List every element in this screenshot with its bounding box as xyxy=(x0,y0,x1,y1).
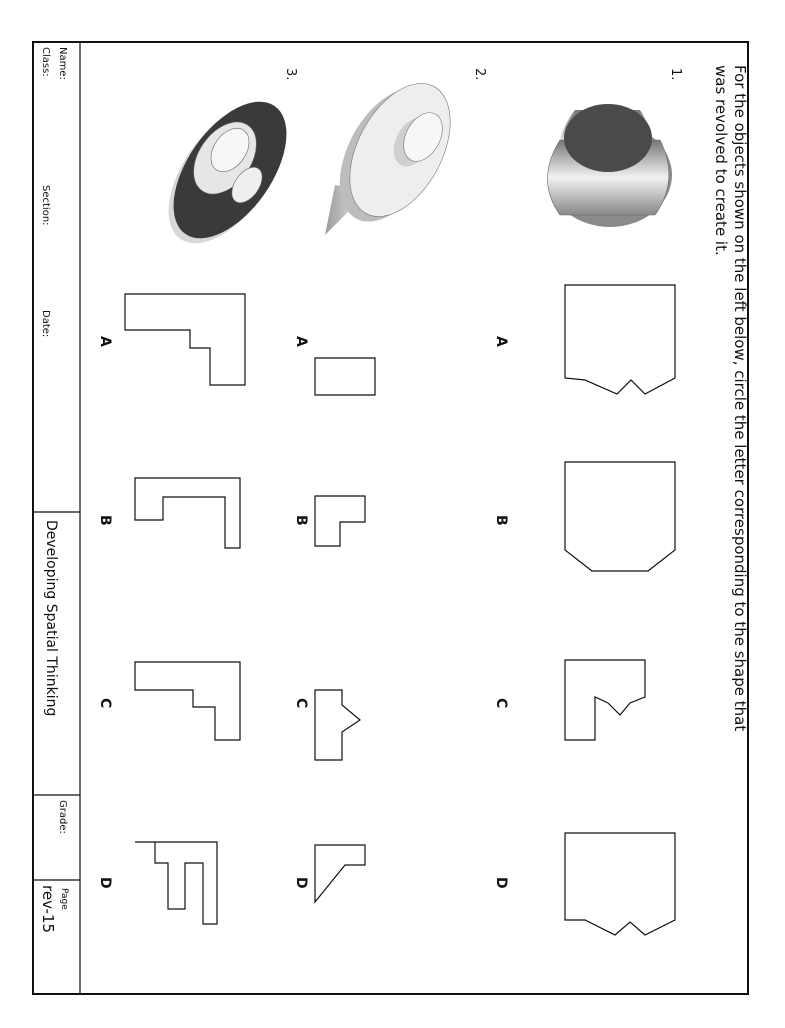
page-label: Page xyxy=(59,888,69,910)
q2-choice-c-letter[interactable]: C xyxy=(293,698,309,709)
q1-choice-c-letter[interactable]: C xyxy=(493,698,509,709)
q1-choice-a-shape xyxy=(565,285,675,394)
question-2-object-image xyxy=(319,67,471,239)
q1-choice-d-shape xyxy=(565,833,675,935)
worksheet-title: Developing Spatial Thinking xyxy=(43,520,59,717)
q2-choice-c-shape xyxy=(315,690,360,760)
grade-label: Grade: xyxy=(57,800,68,834)
q2-choice-a-letter[interactable]: A xyxy=(293,336,309,347)
section-label: Section: xyxy=(40,185,51,226)
q1-choice-d-letter[interactable]: D xyxy=(493,877,509,889)
q3-choice-d-shape xyxy=(135,842,217,924)
q2-choice-d-letter[interactable]: D xyxy=(293,877,309,889)
q2-choice-d-shape xyxy=(315,845,365,902)
instructions-line-2: was revolved to create it. xyxy=(712,65,730,256)
question-number-3: 3. xyxy=(283,68,298,81)
q1-choice-b-shape xyxy=(565,462,675,571)
question-1-object-image xyxy=(548,104,673,227)
q1-choice-b-letter[interactable]: B xyxy=(493,515,509,526)
q3-choice-c-shape xyxy=(135,662,240,740)
question-3-object-image xyxy=(146,82,309,263)
q3-choice-c-letter[interactable]: C xyxy=(97,698,113,709)
date-label: Date: xyxy=(40,310,51,338)
q1-choice-a-letter[interactable]: A xyxy=(493,336,509,347)
name-label: Name: xyxy=(57,47,68,80)
q2-choice-b-shape xyxy=(315,496,365,546)
q3-choice-b-letter[interactable]: B xyxy=(97,515,113,526)
q3-choice-a-letter[interactable]: A xyxy=(97,336,113,347)
class-label: Class: xyxy=(40,47,51,77)
q3-choice-b-shape xyxy=(135,478,240,548)
q2-choice-b-letter[interactable]: B xyxy=(293,515,309,526)
instructions-line-1: For the objects shown on the left below, circle the letter corresponding to the shape that xyxy=(731,65,749,732)
page-number: rev-15 xyxy=(39,885,57,934)
q2-choice-a-shape xyxy=(315,358,375,395)
question-number-2: 2. xyxy=(472,68,487,81)
q1-choice-c-shape xyxy=(565,660,645,740)
q3-choice-a-shape xyxy=(125,294,245,385)
q3-choice-d-letter[interactable]: D xyxy=(97,877,113,889)
question-number-1: 1. xyxy=(668,68,683,81)
